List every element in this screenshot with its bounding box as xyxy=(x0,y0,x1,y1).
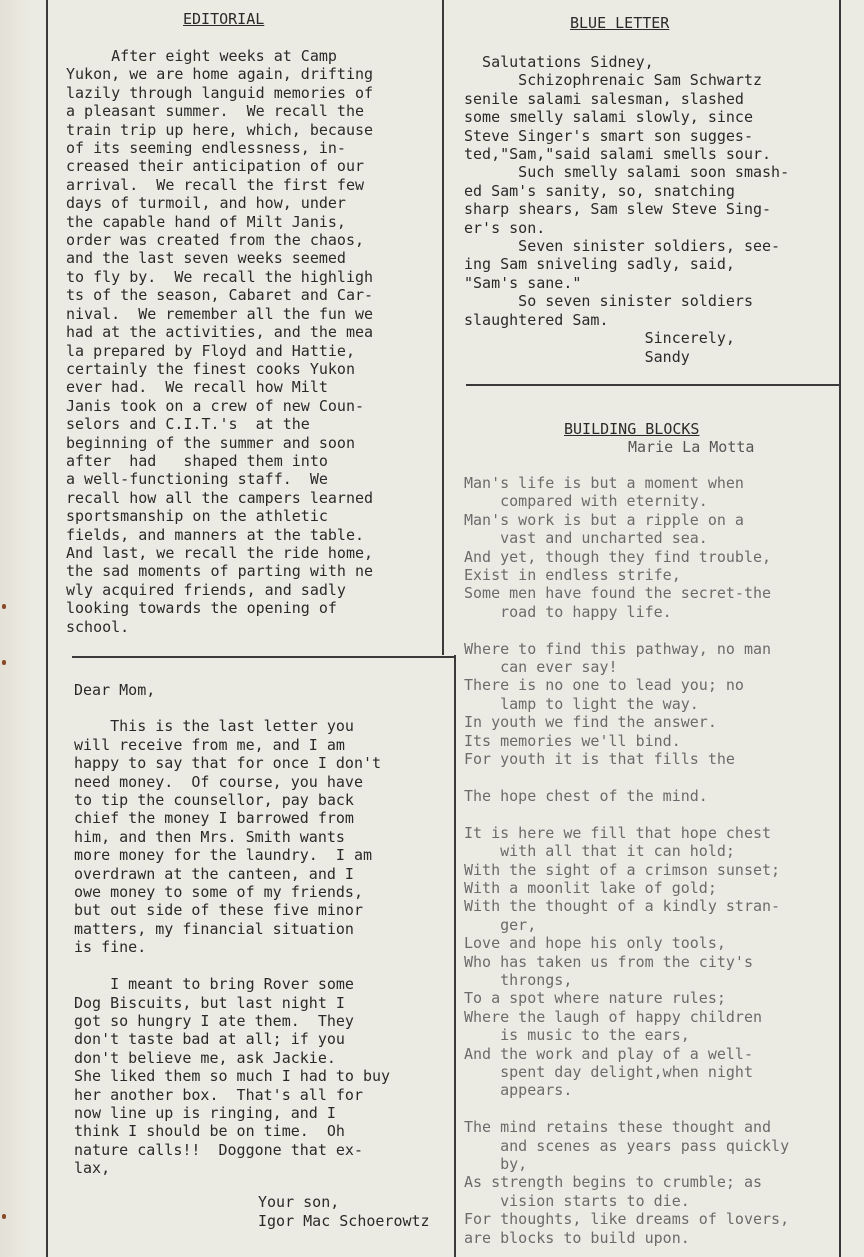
blue-letter-heading: BLUE LETTER xyxy=(570,14,670,32)
editorial-line: la prepared by Floyd and Hattie, xyxy=(66,341,355,360)
blue-letter-line: So seven sinister soldiers xyxy=(464,292,753,311)
letter-line xyxy=(74,699,390,717)
letter-line xyxy=(74,957,390,975)
editorial-line: of its seeming endlessness, in- xyxy=(66,139,346,158)
letter-closing: Your son, xyxy=(258,1193,340,1211)
letter-line: chief the money I barrowed from xyxy=(74,809,354,828)
page-edge xyxy=(0,0,30,1257)
editorial-line: recall how all the campers learned xyxy=(66,488,374,507)
editorial-line: the capable hand of Milt Janis, xyxy=(66,212,346,231)
editorial-line: Yukon, we are home again, drifting xyxy=(66,65,374,84)
poem-line: Exist in endless strife, xyxy=(464,566,681,585)
poem-line: The hope chest of the mind. xyxy=(464,786,708,805)
poem-line: Its memories we'll bind. xyxy=(464,731,681,750)
poem-line: It is here we fill that hope chest xyxy=(464,823,772,842)
letter-line: I meant to bring Rover some xyxy=(74,975,354,994)
editorial-heading: EDITORIAL xyxy=(183,10,265,28)
poem-line: Man's work is but a ripple on a xyxy=(464,510,744,529)
blue-letter-line: Sandy xyxy=(464,347,690,366)
poem-line: Man's life is but a moment when xyxy=(464,474,744,492)
letter-line: owe money to some of my friends, xyxy=(74,883,363,902)
poem-line: The mind retains these thought and xyxy=(464,1118,772,1137)
left-margin-rule xyxy=(46,0,48,1257)
letter-line: She liked them so much I had to buy xyxy=(74,1067,391,1086)
poem-line: road to happy life. xyxy=(464,602,672,621)
poem-line: with all that it can hold; xyxy=(464,842,735,861)
editorial-line: And last, we recall the ride home, xyxy=(66,543,374,562)
letter-salutation: Dear Mom, xyxy=(74,681,156,699)
poem-line: Love and hope his only tools, xyxy=(464,934,726,953)
letter-line: more money for the laundry. I am xyxy=(74,846,373,865)
blue-letter-line: slaughtered Sam. xyxy=(464,310,609,329)
letter-line: think I should be on time. Oh xyxy=(74,1122,345,1141)
editorial-line: wly acquired friends, and sadly xyxy=(66,580,346,599)
letter-signature: Igor Mac Schoerowtz xyxy=(258,1212,430,1230)
blue-letter-line: senile salami salesman, slashed xyxy=(464,89,744,108)
poem-line: With the sight of a crimson sunset; xyxy=(464,860,781,879)
editorial-line: looking towards the opening of xyxy=(66,599,337,618)
editorial-line: certainly the finest cooks Yukon xyxy=(66,359,355,378)
poem-line: To a spot where nature rules; xyxy=(464,989,726,1008)
blue-letter-line: Salutations Sidney, xyxy=(464,53,654,71)
blue-letter-body xyxy=(464,53,789,366)
poem-line: For youth it is that fills the xyxy=(464,750,735,769)
blue-letter-line: ted,"Sam,"said salami smells sour. xyxy=(464,145,772,164)
poem-line: Where the laugh of happy children xyxy=(464,1007,763,1026)
editorial-line: after had shaped them into xyxy=(66,451,328,470)
poem-line xyxy=(464,1100,789,1118)
letter-line: will receive from me, and I am xyxy=(74,735,345,754)
letter-line: don't taste bad at all; if you xyxy=(74,1030,345,1049)
editorial-line: sportsmanship on the athletic xyxy=(66,507,328,526)
letter-line: lax, xyxy=(74,1159,111,1178)
blue-letter-line: "Sam's sane." xyxy=(464,273,582,292)
poem-line: And the work and play of a well- xyxy=(464,1044,753,1063)
letter-line: got so hungry I ate them. They xyxy=(74,1011,354,1030)
blue-letter-line: Such smelly salami soon smash- xyxy=(464,163,790,182)
editorial-line: days of turmoil, and how, under xyxy=(66,194,346,213)
letter-line: is fine. xyxy=(74,938,147,957)
poem-line: can ever say! xyxy=(464,658,618,677)
blue-letter-line: ing Sam sniveling sadly, said, xyxy=(464,255,735,274)
poem-line xyxy=(464,769,789,787)
editorial-line: a well-functioning staff. We xyxy=(66,470,328,489)
building-blocks-author: Marie La Motta xyxy=(628,438,755,456)
editorial-line: ts of the season, Cabaret and Car- xyxy=(66,286,374,305)
blue-letter-line: ed Sam's sanity, so, snatching xyxy=(464,181,735,200)
poem-line: As strength begins to crumble; as xyxy=(464,1173,763,1192)
poem-line: lamp to light the way. xyxy=(464,694,699,713)
poem-line xyxy=(464,805,789,823)
editorial-line: creased their anticipation of our xyxy=(66,157,365,176)
poem-line: are blocks to build upon. xyxy=(464,1228,690,1247)
letter-line: but out side of these five minor xyxy=(74,901,363,920)
editorial-line: lazily through languid memories of xyxy=(66,83,374,102)
blue-letter-line: Seven sinister soldiers, see- xyxy=(464,237,781,256)
poem-line: spent day delight,when night xyxy=(464,1063,753,1081)
poem-line: And yet, though they find trouble, xyxy=(464,547,772,566)
editorial-line: After eight weeks at Camp xyxy=(66,47,337,65)
poem-line: compared with eternity. xyxy=(464,492,708,511)
poem-line: Where to find this pathway, no man xyxy=(464,639,772,658)
binder-hole xyxy=(2,1214,6,1219)
blue-letter-line: Steve Singer's smart son sugges- xyxy=(464,126,753,145)
poem-line: vision starts to die. xyxy=(464,1191,690,1210)
editorial-line: arrival. We recall the first few xyxy=(66,175,365,194)
letter-line: matters, my financial situation xyxy=(74,919,354,938)
editorial-line: school. xyxy=(66,617,130,636)
poem-line: Who has taken us from the city's xyxy=(464,952,753,971)
poem-line: With the thought of a kindly stran- xyxy=(464,897,781,916)
poem-line: For thoughts, like dreams of lovers, xyxy=(464,1210,790,1229)
editorial-divider xyxy=(72,656,456,658)
letter-line: to tip the counsellor, pay back xyxy=(74,791,354,810)
poem-line: throngs, xyxy=(464,970,573,989)
editorial-line: train trip up here, which, because xyxy=(66,120,374,139)
column-divider-lower xyxy=(454,655,456,1257)
editorial-line: to fly by. We recall the highligh xyxy=(66,267,374,286)
editorial-line: the sad moments of parting with ne xyxy=(66,562,374,581)
blue-letter-line: er's son. xyxy=(464,218,546,237)
building-blocks-poem xyxy=(464,474,789,1247)
letter-line: This is the last letter you xyxy=(74,717,354,736)
letter-line: don't believe me, ask Jackie. xyxy=(74,1048,336,1067)
letter-line: Dog Biscuits, but last night I xyxy=(74,993,345,1012)
letter-line: need money. Of course, you have xyxy=(74,772,363,791)
editorial-line: fields, and manners at the table. xyxy=(66,525,365,544)
blue-letter-line: sharp shears, Sam slew Steve Sing- xyxy=(464,200,772,219)
editorial-line: a pleasant summer. We recall the xyxy=(66,102,365,121)
letter-line: nature calls!! Doggone that ex- xyxy=(74,1140,363,1159)
poem-line: and scenes as years pass quickly xyxy=(464,1136,790,1155)
letter-line: her another box. That's all for xyxy=(74,1085,363,1104)
blue-letter-line: Schizophrenaic Sam Schwartz xyxy=(464,71,763,90)
binder-hole xyxy=(2,660,6,665)
blue-letter-line: some smelly salami slowly, since xyxy=(464,108,753,127)
poem-line: is music to the ears, xyxy=(464,1026,690,1045)
building-blocks-heading: BUILDING BLOCKS xyxy=(564,420,700,438)
editorial-line: selors and C.I.T.'s at the xyxy=(66,415,310,434)
poem-line: With a moonlit lake of gold; xyxy=(464,878,717,897)
editorial-line: and the last seven weeks seemed xyxy=(66,249,346,268)
poem-line: appears. xyxy=(464,1081,573,1100)
right-margin-rule xyxy=(839,0,841,1257)
poem-line: vast and uncharted sea. xyxy=(464,529,708,548)
letter-body xyxy=(74,699,390,1178)
letter-line: him, and then Mrs. Smith wants xyxy=(74,827,345,846)
poem-line: Some men have found the secret-the xyxy=(464,584,772,603)
poem-line xyxy=(464,621,789,639)
poem-line: ger, xyxy=(464,915,537,934)
editorial-line: Janis took on a crew of new Coun- xyxy=(66,396,365,415)
poem-line: There is no one to lead you; no xyxy=(464,676,744,695)
binder-hole xyxy=(2,604,6,609)
poem-line: In youth we find the answer. xyxy=(464,713,717,732)
blue-letter-divider xyxy=(466,384,840,386)
letter-line: overdrawn at the canteen, and I xyxy=(74,864,354,883)
letter-line: happy to say that for once I don't xyxy=(74,754,382,773)
letter-line: now line up is ringing, and I xyxy=(74,1103,336,1122)
editorial-body xyxy=(66,47,373,636)
editorial-line: order was created from the chaos, xyxy=(66,231,365,250)
blue-letter-line: Sincerely, xyxy=(464,329,735,348)
editorial-line: ever had. We recall how Milt xyxy=(66,378,328,397)
column-divider xyxy=(442,0,444,655)
editorial-line: nival. We remember all the fun we xyxy=(66,304,374,323)
editorial-line: beginning of the summer and soon xyxy=(66,433,355,452)
poem-line: by, xyxy=(464,1155,528,1174)
editorial-line: had at the activities, and the mea xyxy=(66,323,374,342)
